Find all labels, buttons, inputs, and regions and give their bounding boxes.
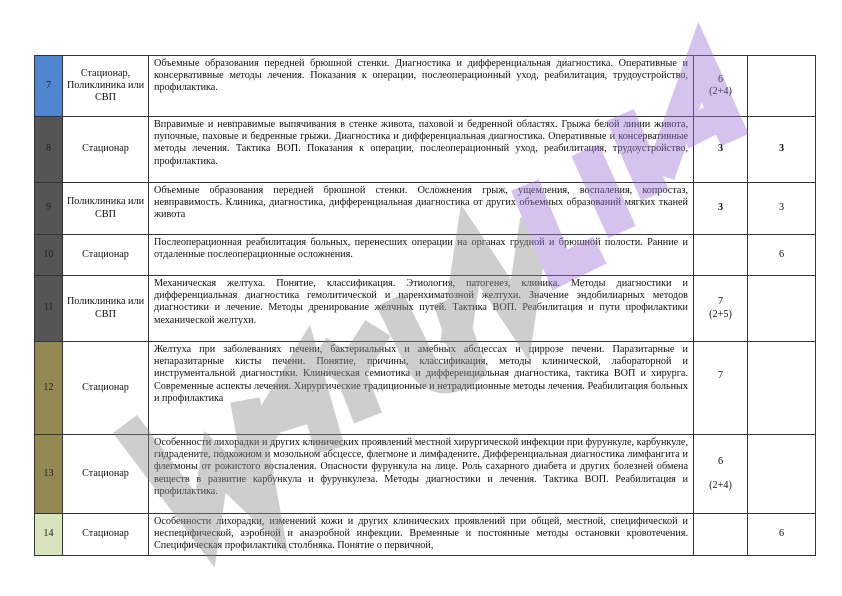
topic-description: Желтуха при заболеваниях печени, бактериальных и амебных абсцессах и циррозе печени. Паразитарные и непаразитарные кисты печени. Понятие, причины, классификация, методы клинической, лабораторной и инструментальной диагностики. Клиническая семиотика и дифференциальная диагностика, тактика ВОП и хирурга. Современные аспекты лечения. Хирургические традиционные и нетрадиционные методы лечения. Реабилитация больных и профилактика bbox=[149, 342, 694, 435]
table-row bbox=[35, 276, 816, 342]
hours-practice-cell: 3 bbox=[748, 183, 816, 235]
hours-practice-cell: 6 bbox=[748, 514, 816, 556]
row-number: 12 bbox=[35, 342, 63, 435]
row-number: 14 bbox=[35, 514, 63, 556]
table-row bbox=[35, 235, 816, 276]
topic-description: Механическая желтуха. Понятие, классификация. Этиология, патогенез, клиника. Методы диагностики и дифференциальная диагностика гемолитической и паренхиматозной желтухи. Значение эндобилиарных методов диагностики и лечение. Методы дренирование желчных путей. Тактика ВОП. Реабилитация и пути профилактики механической желтухи. bbox=[149, 276, 694, 342]
hours-cell: 3 bbox=[694, 117, 748, 183]
hours-cell bbox=[694, 235, 748, 276]
place-cell: Стационар bbox=[63, 435, 149, 514]
hours-practice-cell bbox=[748, 276, 816, 342]
hours-cell bbox=[694, 514, 748, 556]
place-cell: Стационар, Поликлиника или СВП bbox=[63, 56, 149, 117]
hours-value: 6 bbox=[717, 455, 724, 467]
row-number: 8 bbox=[35, 117, 63, 183]
hours-practice-cell: 3 bbox=[748, 117, 816, 183]
table-row bbox=[35, 183, 816, 235]
topic-description: Особенности лихорадки и других клинических проявлений местной хирургической инфекции при фурункуле, карбункуле, гидрадените, подкожном и мозольном абсцессе, флегмоне и лимфадените. Дифференциальная диагностика лимфангита и флегмоны от рожистого воспаления. Опасности фурункула на лице. Роль сахарного диабета и других болезней обмена веществ в развитие карбункула и фурункулеза. Методы диагностики и лечения. Тактика ВОП. Реабилитация и профилактика. bbox=[149, 435, 694, 514]
hours-practice-cell bbox=[748, 435, 816, 514]
hours-breakdown: (2+4) bbox=[709, 480, 732, 491]
hours-practice-cell bbox=[748, 56, 816, 117]
table-row bbox=[35, 514, 816, 556]
place-cell: Стационар bbox=[63, 514, 149, 556]
place-cell: Поликлиника или СВП bbox=[63, 183, 149, 235]
hours-value: 7 bbox=[717, 296, 724, 308]
topic-description: Объемные образования передней брюшной стенки. Диагностика и дифференциальная диагностика. Оперативные и консервативные методы лечения. Показания к операции, послеоперационный уход, реабилитация, трудоустройство, профилактика. bbox=[149, 56, 694, 117]
row-number: 13 bbox=[35, 435, 63, 514]
hours-value: 6 bbox=[717, 73, 724, 85]
curriculum-table bbox=[34, 55, 816, 556]
place-cell: Поликлиника или СВП bbox=[63, 276, 149, 342]
row-number: 9 bbox=[35, 183, 63, 235]
hours-cell: 3 bbox=[694, 183, 748, 235]
place-cell: Стационар bbox=[63, 235, 149, 276]
row-number: 11 bbox=[35, 276, 63, 342]
topic-description: Объемные образования передней брюшной стенки. Осложнения грыж, ущемления, воспаления, копростаз, невправимость. Клиника, диагностика, дифференциальная диагностика от других объемных образований мягких тканей живота bbox=[149, 183, 694, 235]
hours-breakdown: (2+4) bbox=[709, 86, 732, 97]
topic-description: Особенности лихорадки, изменений кожи и других клинических проявлений при общей, местной, специфической и неспецифической, аэробной и анаэробной инфекции. Временные и постоянные методы остановки кровотечения. Специфическая профилактика столбняка. Понятие о первичной, bbox=[149, 514, 694, 556]
hours-cell bbox=[694, 435, 748, 514]
table-row bbox=[35, 56, 816, 117]
table-row bbox=[35, 435, 816, 514]
hours-cell bbox=[694, 56, 748, 117]
table-row bbox=[35, 117, 816, 183]
hours-breakdown: (2+5) bbox=[709, 308, 732, 320]
hours-practice-cell: 6 bbox=[748, 235, 816, 276]
hours-practice-cell bbox=[748, 342, 816, 435]
topic-description: Вправимые и невправимые выпячивания в стенке живота, паховой и бедренной областях. Грыжа белой линии живота, пупочные, паховые и бедренные грыжи. Диагностика и дифференциальная диагностика. Оперативные и консервативные методы лечения. Тактика ВОП. Показания к операции, послеоперационный уход, реабилитация, трудоустройство, профилактика. bbox=[149, 117, 694, 183]
place-cell: Стационар bbox=[63, 342, 149, 435]
topic-description: Послеоперационная реабилитация больных, перенесших операции на органах грудной и брюшной полости. Ранние и отдаленные послеоперационные осложнения. bbox=[149, 235, 694, 276]
table-row bbox=[35, 342, 816, 435]
hours-cell bbox=[694, 276, 748, 342]
hours-cell: 7 bbox=[694, 342, 748, 435]
row-number: 7 bbox=[35, 56, 63, 117]
row-number: 10 bbox=[35, 235, 63, 276]
place-cell: Стационар bbox=[63, 117, 149, 183]
